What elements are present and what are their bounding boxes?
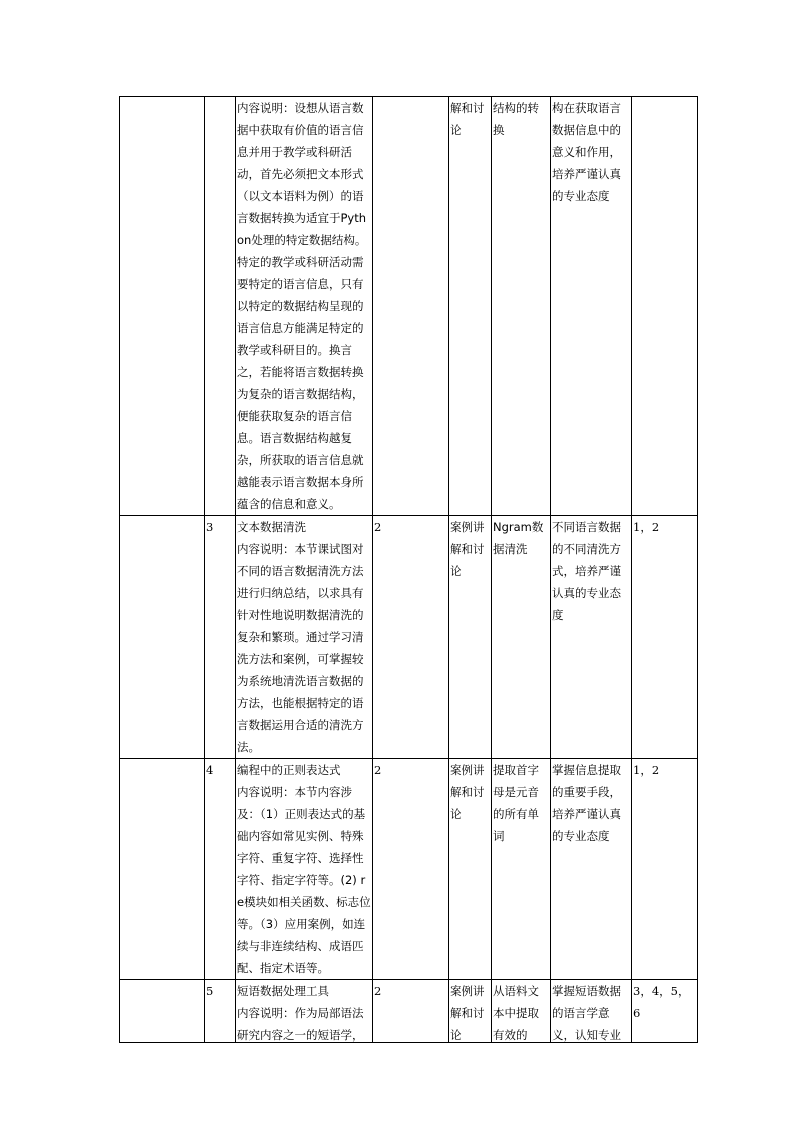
table-row xyxy=(120,759,698,980)
table-row xyxy=(120,516,698,759)
teaching-goal: 掌握信息提取的重要手段，培养严谨认真的专业态度 xyxy=(551,759,632,980)
teaching-method-text: 案例讲解和讨论 xyxy=(450,984,485,1042)
case-example-text: 从语料文本中提取有效的 xyxy=(493,984,539,1042)
teaching-goal xyxy=(551,980,632,1043)
case-example: 结构的转换 xyxy=(492,97,551,516)
lesson-hours: 2 xyxy=(373,980,449,1043)
lesson-number xyxy=(205,97,236,516)
teaching-method: 解和讨论 xyxy=(449,97,492,516)
lesson-description: 内容说明：设想从语言数据中获取有价值的语言信息并用于教学或科研活动，首先必须把文本形式（以文本语料为例）的语言数据转换为适宜于Python处理的特定数据结构。特定的教学或科研活动需要特定的语言信息，只有以特定的数据结构呈现的语言信息方能满足特定的教学或科研目的。换言之，若能将语言数据转换为复杂的语言数据结构，便能获取复杂的语言信息。语言数据结构越复杂，所获取的语言信息就越能表示语言数据本身所蕴含的信息和意义。 xyxy=(237,101,367,511)
lesson-title: 短语数据处理工具 xyxy=(237,984,329,998)
lesson-hours xyxy=(373,97,449,516)
blank-cell xyxy=(120,980,205,1043)
blank-cell xyxy=(120,516,205,759)
teaching-goal: 不同语言数据的不同清洗方式，培养严谨认真的专业态度 xyxy=(551,516,632,759)
case-example: Ngram数据清洗 xyxy=(492,516,551,759)
teaching-method: 案例讲解和讨论 xyxy=(449,516,492,759)
course-target: 1，2 xyxy=(632,759,698,980)
lesson-title: 文本数据清洗 xyxy=(237,520,306,534)
table-row xyxy=(120,980,698,1043)
blank-cell xyxy=(120,759,205,980)
lesson-title: 编程中的正则表达式 xyxy=(237,763,341,777)
lesson-description: 内容说明：作为局部语法研究内容之一的短语学， xyxy=(237,1006,364,1042)
teaching-method: 案例讲解和讨论 xyxy=(449,759,492,980)
lesson-number: 5 xyxy=(205,980,236,1043)
lesson-content xyxy=(236,97,373,516)
blank-cell xyxy=(120,97,205,516)
lesson-description: 内容说明：本节课试图对不同的语言数据清洗方法进行归纳总结，以求具有针对性地说明数据清洗的复杂和繁琐。通过学习清洗方法和案例，可掌握较为系统地清洗语言数据的方法，也能根据特定的语言数据运用合适的清洗方法。 xyxy=(237,542,364,754)
course-target: 1，2 xyxy=(632,516,698,759)
lesson-hours: 2 xyxy=(373,516,449,759)
case-example xyxy=(492,980,551,1043)
teaching-goal-text: 掌握短语数据的语言学意义，认知专业 xyxy=(552,984,621,1042)
course-target xyxy=(632,97,698,516)
lesson-number: 3 xyxy=(205,516,236,759)
teaching-method xyxy=(449,980,492,1043)
syllabus-table xyxy=(119,96,698,1043)
lesson-number: 4 xyxy=(205,759,236,980)
lesson-content xyxy=(236,759,373,980)
lesson-content xyxy=(236,980,373,1043)
lesson-content xyxy=(236,516,373,759)
case-example: 提取首字母是元音的所有单词 xyxy=(492,759,551,980)
course-target: 3，4，5，6 xyxy=(632,980,698,1043)
teaching-goal: 构在获取语言数据信息中的意义和作用，培养严谨认真的专业态度 xyxy=(551,97,632,516)
table-row xyxy=(120,97,698,516)
lesson-hours: 2 xyxy=(373,759,449,980)
lesson-description: 内容说明：本节内容涉及：（1）正则表达式的基础内容如常见实例、特殊字符、重复字符、选择性字符、指定字符等。(2) re模块如相关函数、标志位等。（3）应用案例，如连续与非连续结构、成语匹配、指定术语等。 xyxy=(237,785,371,975)
